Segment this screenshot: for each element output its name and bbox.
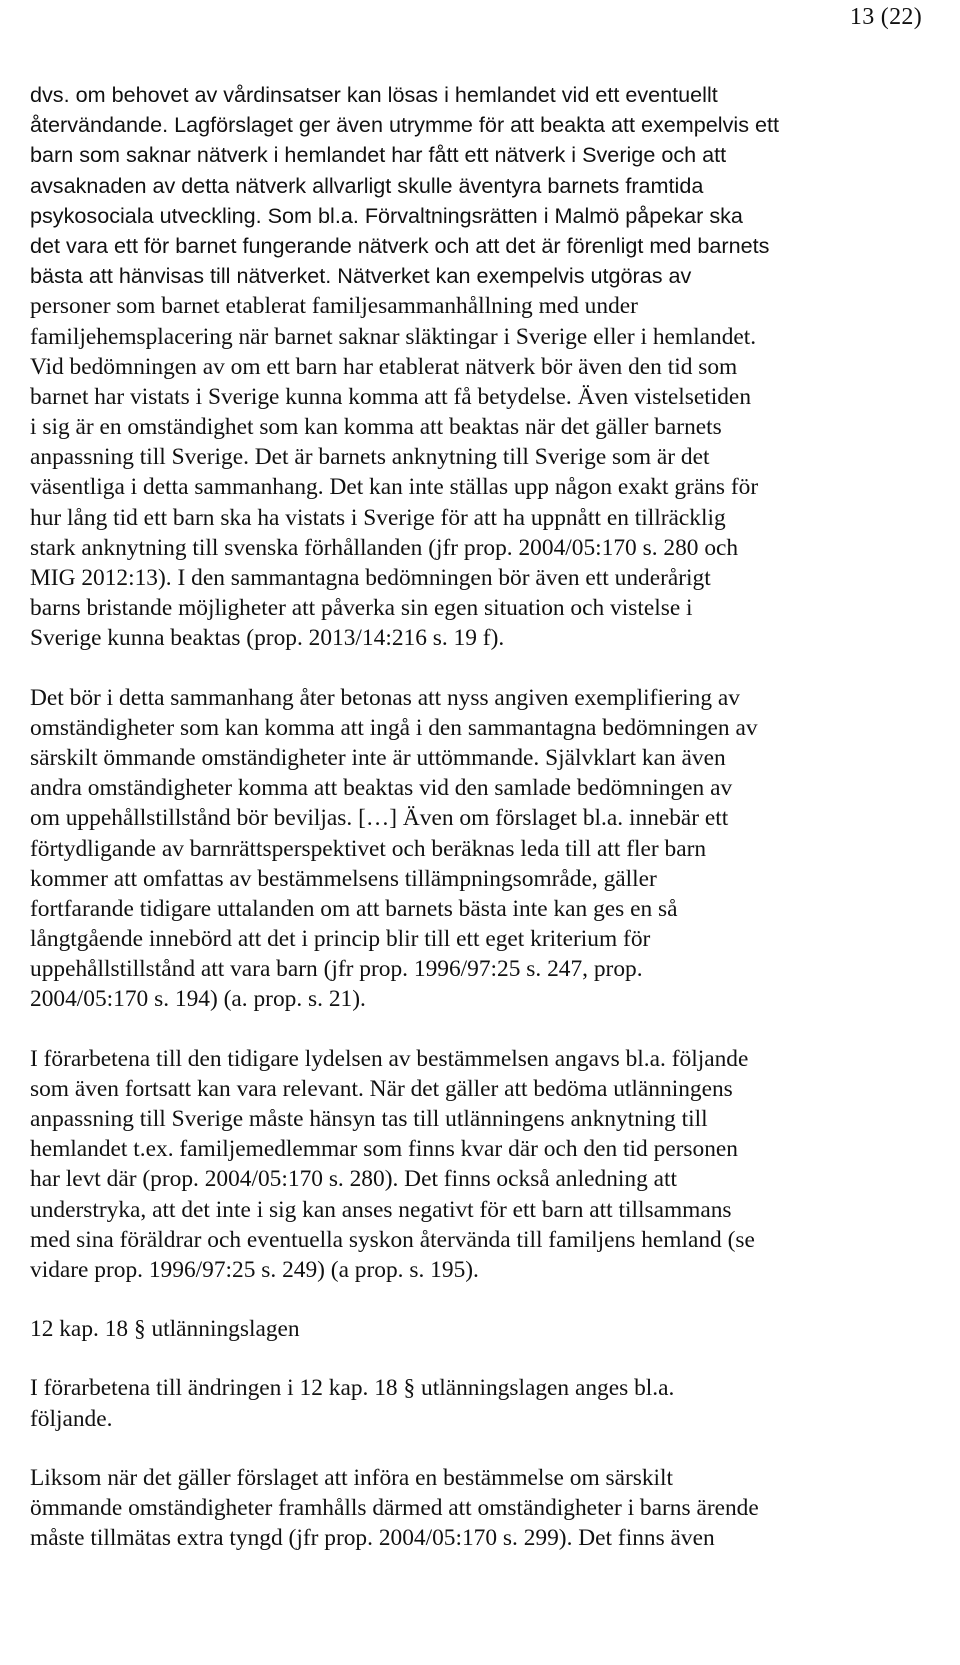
paragraph (30, 683, 930, 1015)
text-line: avsaknaden av detta nätverk allvarligt skulle äventyra barnets framtida (30, 172, 704, 198)
text-line: väsentliga i detta sammanhang. Det kan inte ställas upp någon exakt gräns för (30, 474, 759, 501)
paragraph-gap (30, 654, 930, 683)
text-line: vidare prop. 1996/97:25 s. 249) (a prop. s. 195). (30, 1256, 479, 1283)
text-line: återvändande. Lagförslaget ger även utrymme för att beakta att exempelvis ett (30, 112, 780, 138)
section-heading (30, 1314, 930, 1344)
text-line: Vid bedömningen av om ett barn har etablerat nätverk bör även den tid som (30, 353, 738, 380)
text-line: anpassning till Sverige. Det är barnets anknytning till Sverige som är det (30, 444, 710, 471)
paragraph (30, 80, 930, 654)
text-line: anpassning till Sverige måste hänsyn tas till utlänningens anknytning till (30, 1106, 708, 1132)
text-line: särskilt ömmande omständigheter inte är uttömmande. Självklart kan även (30, 744, 726, 771)
page-number: 13 (22) (849, 4, 922, 30)
text-line: det vara ett för barnet fungerande nätverk och att det är förenligt med barnets (30, 232, 770, 258)
text-line: kommer att omfattas av bestämmelsens tillämpningsområde, gäller (30, 865, 657, 892)
text-line: dvs. om behovet av vårdinsatser kan lösas i hemlandet vid ett eventuellt (30, 82, 718, 107)
paragraph (30, 1044, 930, 1286)
text-line: måste tillmätas extra tyngd (jfr prop. 2004/05:170 s. 299). Det finns även (30, 1525, 715, 1552)
text-line: barnet har vistats i Sverige kunna komma att få betydelse. Även vistelsetiden (30, 383, 752, 410)
text-line: som även fortsatt kan vara relevant. När det gäller att bedöma utlänningens (30, 1075, 733, 1102)
paragraph-gap (30, 1434, 930, 1463)
text-line: familjehemsplacering när barnet saknar släktingar i Sverige eller i hemlandet. (30, 323, 757, 350)
text-line: hemlandet t.ex. familjemedlemmar som finns kvar där och den tid personen (30, 1136, 739, 1163)
paragraph-gap (30, 1285, 930, 1314)
text-line: personer som barnet etablerat familjesammanhållning med under (30, 293, 638, 320)
text-line: ömmande omständigheter framhålls därmed att omständigheter i barns ärende (30, 1494, 759, 1521)
text-line: i sig är en omständighet som kan komma att beaktas när det gäller barnets (30, 414, 722, 441)
document-body (30, 80, 930, 1553)
text-line: Det bör i detta sammanhang åter betonas att nyss angiven exemplifiering av (30, 684, 740, 711)
text-line: MIG 2012:13). I den sammantagna bedömningen bör även ett underårigt (30, 565, 711, 591)
paragraph (30, 1373, 930, 1433)
text-line: om uppehållstillstånd bör beviljas. […] Även om förslaget bl.a. innebär ett (30, 805, 729, 832)
text-line: barn som saknar nätverk i hemlandet har fått ett nätverk i Sverige och att (30, 142, 727, 168)
text-line: Liksom när det gäller förslaget att införa en bestämmelse om särskilt (30, 1464, 674, 1491)
paragraph-gap (30, 1015, 930, 1044)
text-line: hur lång tid ett barn ska ha vistats i Sverige för att ha uppnått en tillräcklig (30, 504, 726, 531)
text-line: med sina föräldrar och eventuella syskon återvända till familjens hemland (se (30, 1226, 755, 1253)
text-line: barns bristande möjligheter att påverka sin egen situation och vistelse i (30, 595, 693, 622)
text-line: andra omständigheter komma att beaktas vid den samlade bedömningen av (30, 775, 733, 802)
text-line: följande. (30, 1405, 113, 1432)
text-line: uppehållstillstånd att vara barn (jfr prop. 1996/97:25 s. 247, prop. (30, 956, 643, 983)
text-line: förtydligande av barnrättsperspektivet och beräknas leda till att fler barn (30, 835, 707, 862)
text-line: I förarbetena till den tidigare lydelsen av bestämmelsen angavs bl.a. följande (30, 1045, 749, 1072)
text-line: 12 kap. 18 § utlänningslagen (30, 1316, 300, 1343)
text-line: har levt där (prop. 2004/05:170 s. 280). Det finns också anledning att (30, 1166, 677, 1193)
text-line: psykosociala utveckling. Som bl.a. Förvaltningsrätten i Malmö påpekar ska (30, 202, 743, 228)
text-line: Sverige kunna beaktas (prop. 2013/14:216 s. 19 f). (30, 625, 505, 652)
text-line: 2004/05:170 s. 194) (a. prop. s. 21). (30, 986, 366, 1013)
text-line: bästa att hänvisas till nätverket. Nätverket kan exempelvis utgöras av (30, 263, 692, 289)
paragraph-gap (30, 1344, 930, 1373)
text-line: fortfarande tidigare uttalanden om att barnets bästa inte kan ges en så (30, 895, 678, 922)
paragraph (30, 1463, 930, 1554)
text-line: omständigheter som kan komma att ingå i den sammantagna bedömningen av (30, 714, 758, 741)
text-line: långtgående innebörd att det i princip blir till ett eget kriterium för (30, 926, 651, 953)
text-line: stark anknytning till svenska förhållanden (jfr prop. 2004/05:170 s. 280 och (30, 534, 739, 561)
text-line: understryka, att det inte i sig kan anses negativt för ett barn att tillsammans (30, 1196, 732, 1223)
text-line: I förarbetena till ändringen i 12 kap. 18 § utlänningslagen anges bl.a. (30, 1375, 675, 1402)
